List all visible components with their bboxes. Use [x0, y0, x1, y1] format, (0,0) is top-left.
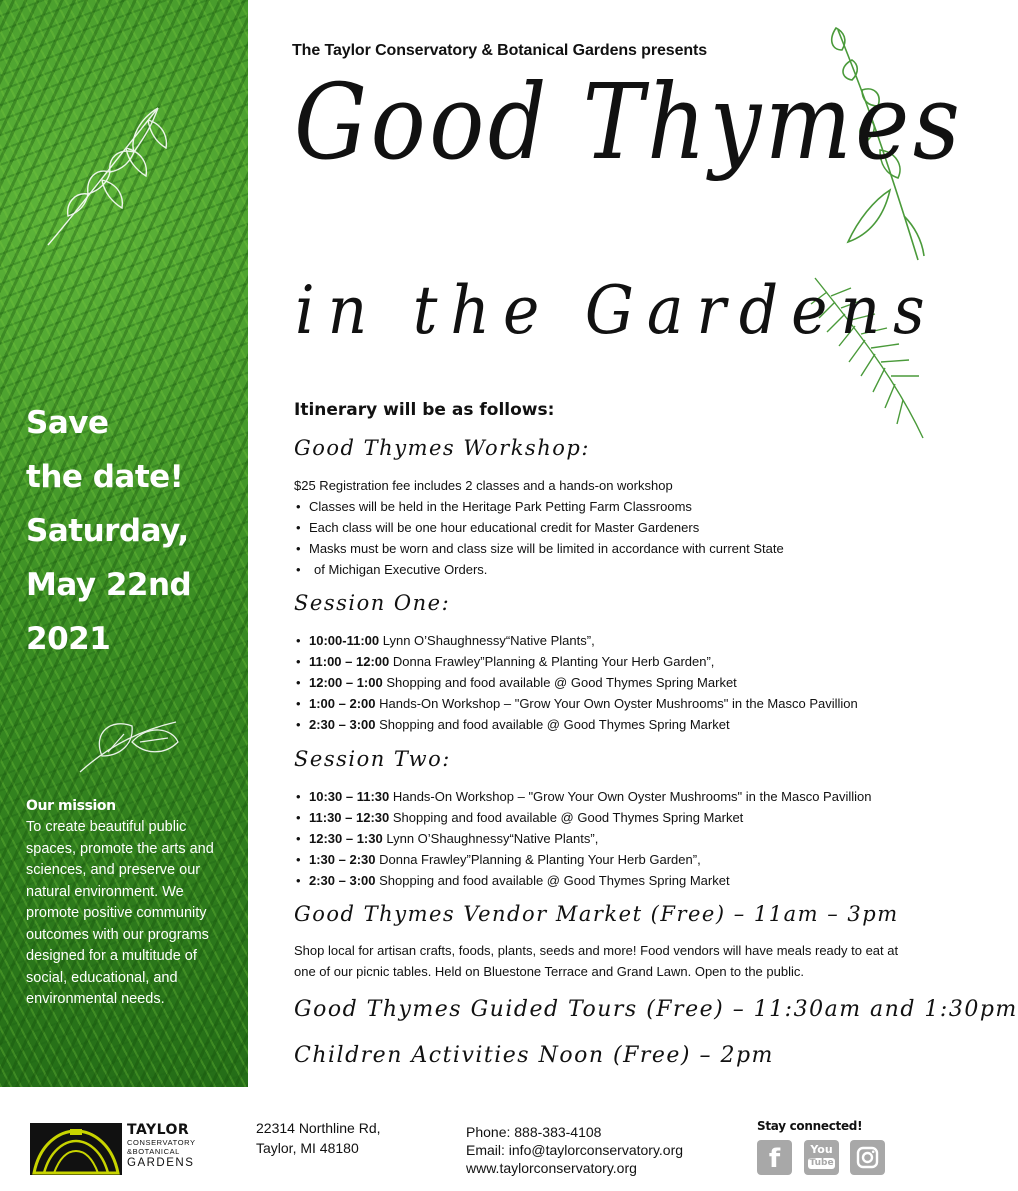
youtube-text-tube: Tube	[809, 1158, 834, 1168]
facebook-icon: f	[768, 1144, 781, 1174]
registration-fee: $25 Registration fee includes 2 classes and a hands-on workshop	[294, 478, 673, 493]
basil-sketch-icon	[72, 712, 184, 778]
list-item	[294, 651, 858, 672]
workshop-heading: Good Thymes Workshop:	[294, 436, 590, 460]
youtube-button[interactable]	[804, 1140, 839, 1175]
list-item: • Classes will be held in the Heritage Park Petting Farm Classrooms	[294, 496, 784, 517]
session-desc: Shopping and food available @ Good Thymes Spring Market	[375, 717, 730, 732]
logo-line-3: &BOTANICAL	[127, 1147, 180, 1156]
session-desc: Donna Frawley”Planning & Planting Your Herb Garden”,	[375, 852, 701, 867]
session-time: 10:30 – 11:30	[309, 789, 390, 804]
save-line-3: Saturday,	[26, 513, 189, 549]
session-desc: Lynn O’Shaughnessy“Native Plants”,	[382, 831, 599, 846]
list-item	[294, 849, 871, 870]
youtube-text-you: You	[810, 1143, 833, 1156]
logo-line-2: CONSERVATORY	[127, 1138, 196, 1147]
mission-block	[26, 797, 236, 1011]
session-time: 12:30 – 1:30	[309, 831, 383, 846]
session-time: 1:30 – 2:30	[309, 852, 376, 867]
list-item-continued: • of Michigan Executive Orders.	[294, 559, 784, 580]
guided-tours-heading: Good Thymes Guided Tours (Free) – 11:30am and 1:30pm	[294, 997, 1018, 1022]
herb-photo-panel	[0, 0, 248, 1087]
children-activities-heading: Children Activities Noon (Free) – 2pm	[294, 1043, 774, 1068]
session-desc: Shopping and food available @ Good Thymes Spring Market	[382, 675, 737, 690]
itinerary-heading: Itinerary will be as follows:	[294, 400, 555, 420]
session-one-heading: Session One:	[294, 591, 451, 615]
address-line-2: Taylor, MI 48180	[256, 1140, 359, 1156]
save-line-4: May 22nd	[26, 567, 192, 603]
list-item	[294, 672, 858, 693]
session-time: 2:30 – 3:00	[309, 873, 376, 888]
save-the-date-text	[26, 396, 241, 666]
session-desc: Hands-On Workshop – "Grow Your Own Oyster Mushrooms" in the Masco Pavillion	[389, 789, 872, 804]
session-time: 2:30 – 3:00	[309, 717, 376, 732]
session-time: 1:00 – 2:00	[309, 696, 376, 711]
email-address[interactable]: Email: info@taylorconservatory.org	[466, 1142, 684, 1158]
list-item	[294, 714, 858, 735]
phone-number: Phone: 888-383-4108	[466, 1124, 602, 1140]
stay-connected-label: Stay connected!	[757, 1119, 863, 1133]
conservatory-dome-icon	[30, 1123, 122, 1175]
list-item	[294, 693, 858, 714]
list-item	[294, 870, 871, 891]
vendor-market-description: Shop local for artisan crafts, foods, plants, seeds and more! Food vendors will have meals ready to eat at one of our picnic tables. Held on Bluestone Terrace and Grand Lawn. Open to the public.	[294, 943, 899, 979]
list-item	[294, 786, 871, 807]
list-item: • Each class will be one hour educational credit for Master Gardeners	[294, 517, 784, 538]
session-desc: Hands-On Workshop – "Grow Your Own Oyster Mushrooms" in the Masco Pavillion	[375, 696, 858, 711]
session-time: 10:00-11:00	[309, 633, 380, 648]
mission-title: Our mission	[26, 798, 116, 814]
save-line-2: the date!	[26, 459, 184, 495]
session-two-list	[294, 786, 871, 891]
session-desc: Lynn O’Shaughnessy“Native Plants”,	[379, 633, 595, 648]
logo-wordmark	[127, 1122, 196, 1170]
event-subtitle: in the Gardens	[295, 272, 938, 349]
instagram-icon	[850, 1140, 885, 1175]
presenter-line: The Taylor Conservatory & Botanical Gardens presents	[292, 42, 708, 59]
session-desc: Donna Frawley”Planning & Planting Your Herb Garden”,	[389, 654, 715, 669]
session-time: 11:30 – 12:30	[309, 810, 390, 825]
event-title: Good Thymes	[294, 61, 964, 183]
footer	[0, 1087, 925, 1191]
address-block	[256, 1118, 381, 1158]
list-item	[294, 630, 858, 651]
vendor-market-heading: Good Thymes Vendor Market (Free) – 11am – 3pm	[294, 902, 899, 926]
address-line-1: 22314 Northline Rd,	[256, 1120, 381, 1136]
save-line-5: 2021	[26, 621, 111, 657]
youtube-icon	[804, 1140, 839, 1169]
session-time: 11:00 – 12:00	[309, 654, 390, 669]
contact-block	[466, 1123, 683, 1177]
mission-text: To create beautiful public spaces, promote the arts and sciences, and preserve our natural environment. We promote positive community outcomes with our programs designed for a multitude of social, educational, and environmental needs.	[26, 819, 214, 1007]
session-desc: Shopping and food available @ Good Thymes Spring Market	[389, 810, 744, 825]
list-item	[294, 828, 871, 849]
session-one-list	[294, 630, 858, 735]
list-item: • Masks must be worn and class size will be limited in accordance with current State	[294, 538, 784, 559]
session-time: 12:00 – 1:00	[309, 675, 383, 690]
taylor-logo-icon	[30, 1123, 122, 1175]
website-link[interactable]: www.taylorconservatory.org	[466, 1160, 637, 1176]
session-two-heading: Session Two:	[294, 747, 451, 771]
logo-line-1: TAYLOR	[127, 1122, 190, 1138]
list-item	[294, 807, 871, 828]
facebook-button[interactable]	[757, 1140, 792, 1175]
session-desc: Shopping and food available @ Good Thymes Spring Market	[375, 873, 730, 888]
workshop-list	[294, 496, 784, 580]
save-line-1: Save	[26, 405, 109, 441]
logo-line-4: GARDENS	[127, 1157, 195, 1169]
arugula-sketch-icon	[38, 100, 178, 250]
instagram-button[interactable]	[850, 1140, 885, 1175]
